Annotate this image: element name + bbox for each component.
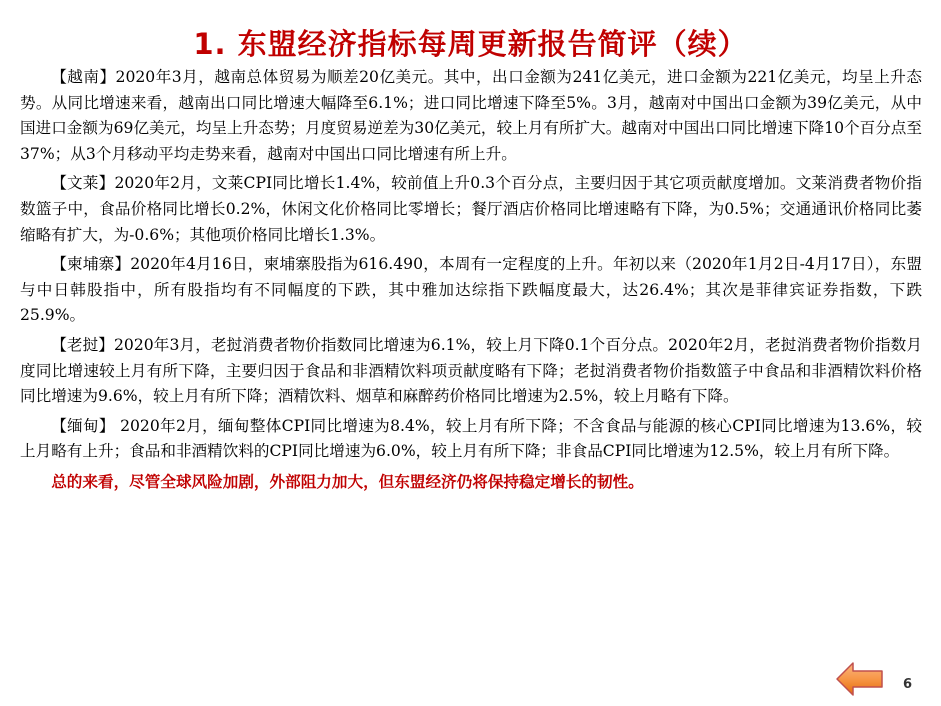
paragraph-cambodia (20, 252, 922, 329)
paragraph-text-laos: 2020年3月，老挝消费者物价指数同比增速为6.1%，较上月下降0.1个百分点。2020年2月，老挝消费者物价指数月度同比增速较上月有所下降，主要归因于食品和非酒精饮料项贡献度略有下降；老挝消费者物价指数篮子中食品和非酒精饮料价格同比增速为9.6%，较上月有所下降；酒精饮料、烟草和麻醉药价格同比增速为2.5%，较上月略有下降。 (20, 335, 922, 406)
report-body (20, 65, 922, 495)
left-arrow-icon (835, 660, 885, 698)
country-tag-laos: 【老挝】 (51, 335, 114, 354)
country-tag-brunei: 【文莱】 (51, 174, 115, 193)
paragraph-laos (20, 333, 922, 410)
paragraph-text-myanmar: 2020年2月，缅甸整体CPI同比增速为8.4%，较上月有所下降；不含食品与能源的核心CPI同比增速为13.6%，较上月略有上升；食品和非酒精饮料的CPI同比增速为6.0%，较上月有所下降；非食品CPI同比增速为12.5%，较上月有所下降。 (20, 416, 922, 461)
page-title: 1. 东盟经济指标每周更新报告简评（续） (193, 27, 748, 61)
country-tag-cambodia: 【柬埔寨】 (51, 255, 131, 274)
page-number: 6 (903, 677, 913, 692)
paragraph-text-cambodia: 2020年4月16日，柬埔寨股指为616.490，本周有一定程度的上升。年初以来（2020年1月2日-4月17日），东盟与中日韩股指中，所有股指均有不同幅度的下跌，其中雅加达综指下跌幅度最大，达26.4%；其次是菲律宾证券指数，下跌25.9%。 (20, 255, 922, 325)
paragraph-vietnam (20, 65, 922, 167)
country-tag-myanmar: 【缅甸】 (51, 416, 115, 435)
paragraph-text-vietnam: 2020年3月，越南总体贸易为顺差20亿美元。其中，出口金额为241亿美元，进口金额为221亿美元，均呈上升态势。从同比增速来看，越南出口同比增速大幅降至6.1%；进口同比增速下降至5%。3月，越南对中国出口金额为39亿美元，从中国进口金额为69亿美元，均呈上升态势；月度贸易逆差为30亿美元，较上月有所扩大。越南对中国出口同比增速下降10个百分点至37%；从3个月移动平均走势来看，越南对中国出口同比增速有所上升。 (20, 68, 922, 163)
summary-text: 总的来看，尽管全球风险加剧，外部阻力加大，但东盟经济仍将保持稳定增长的韧性。 (51, 471, 644, 491)
country-tag-vietnam: 【越南】 (51, 68, 116, 86)
paragraph-brunei (20, 171, 922, 248)
paragraph-myanmar (20, 414, 922, 465)
paragraph-text-brunei: 2020年2月，文莱CPI同比增长1.4%，较前值上升0.3个百分点，主要归因于其它项贡献度增加。文莱消费者物价指数篮子中，食品价格同比增长0.2%，休闲文化价格同比零增长；餐厅酒店价格同比增速略有下降，为0.5%；交通通讯价格同比萎缩略有扩大，为-0.6%；其他项价格同比增长1.3%。 (20, 174, 922, 244)
back-button[interactable] (835, 660, 885, 698)
